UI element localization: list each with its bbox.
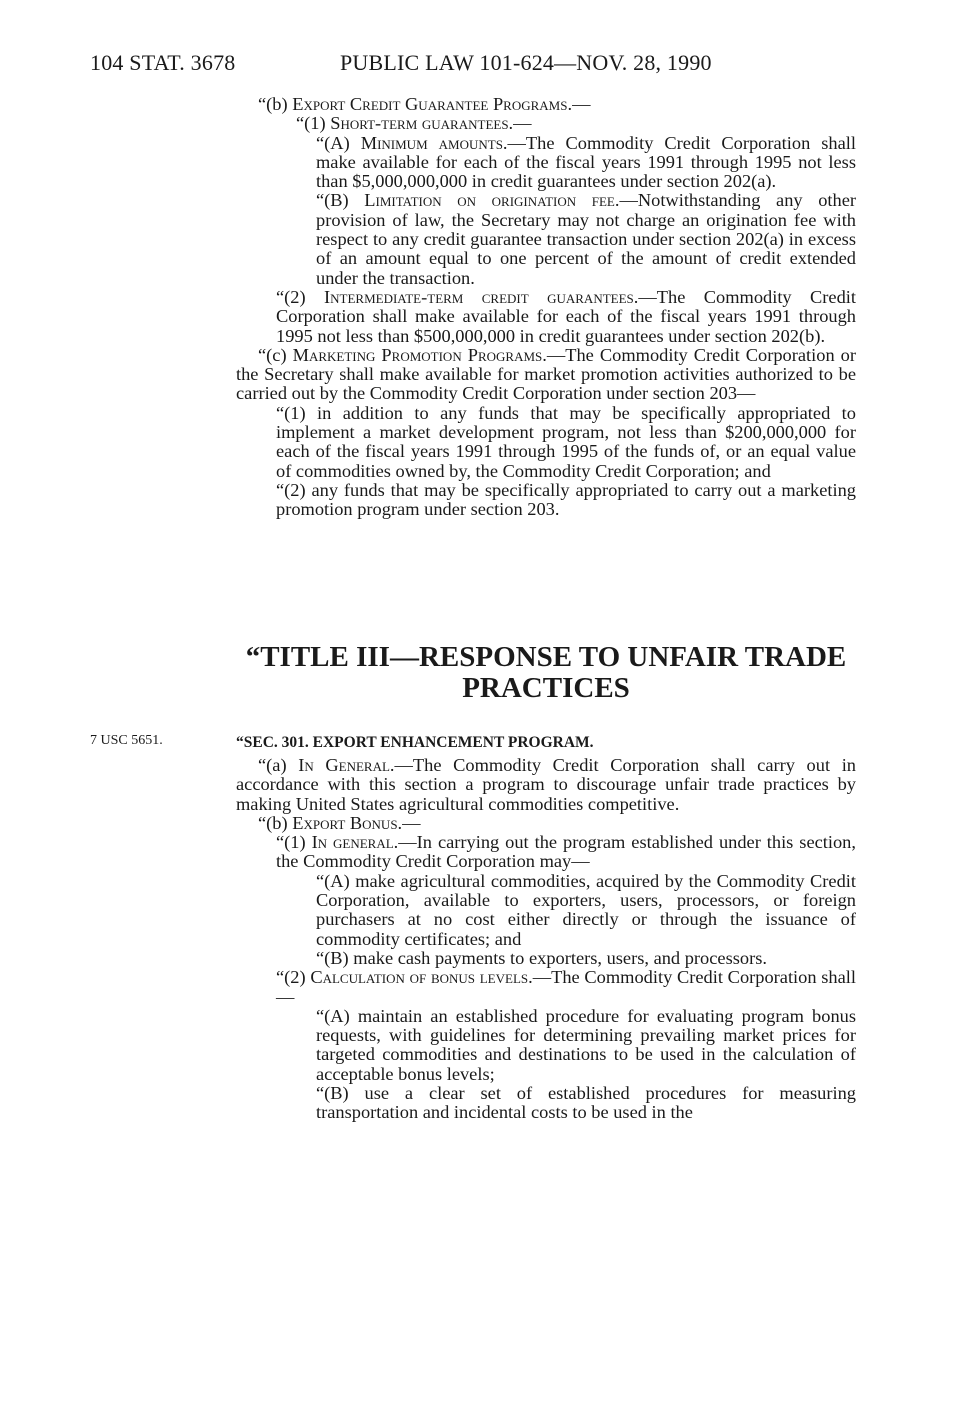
paragraph-text: make agricultural commodities, acquired by the Commodity Credit Corporation, available to exporters, users, processors, or foreign purchasers at no cost either directly or through the issuance of commodity certificates; and <box>316 870 857 949</box>
paragraph-text: in addition to any funds that may be specifically appropriated to implement a market development program, not less than $200,000,000 for each of the fiscal years 1991 through 1995 of the funds of, or an equal value of commodities owned by, the Commodity Credit Corporation; and <box>276 402 856 481</box>
paragraph-text: —The Commodity Credit Corporation shall— <box>276 967 856 1007</box>
paragraph <box>236 872 856 949</box>
section-202-text <box>236 95 856 520</box>
margin-note: 7 USC 5651. <box>90 733 163 748</box>
paragraph-heading: Short-term guarantees. <box>330 113 514 134</box>
title-heading <box>236 642 856 704</box>
running-header: PUBLIC LAW 101-624—NOV. 28, 1990 <box>340 50 712 75</box>
paragraph-text: —The Commodity Credit Corporation shall carry out in accordance with this section a program to discourage unfair trade practices by making United States agricultural commodities competitive. <box>236 755 857 814</box>
paragraph <box>236 814 856 833</box>
paragraph-heading: Minimum amounts. <box>360 132 508 153</box>
paragraph <box>236 346 856 404</box>
paragraph-designation: “(B) <box>316 1083 365 1104</box>
paragraph-heading: In General. <box>298 755 395 775</box>
paragraph-text: —The Commodity Credit Corporation or the Secretary shall make available for market promotion activities authorized to be carried out by the Commodity Credit Corporation under section 203— <box>236 344 856 404</box>
paragraph-designation: “(b) <box>258 94 293 114</box>
paragraph <box>236 95 856 114</box>
paragraph-text: — <box>513 113 532 134</box>
paragraph <box>236 756 856 814</box>
section-301-text <box>236 756 856 1123</box>
paragraph-text: —The Commodity Credit Corporation shall make available for each of the fiscal years 1991 through 1995 not less than $5,000,000,000 in credit guarantees under section 202(a). <box>316 132 857 192</box>
paragraph-designation: “(A) <box>316 132 361 153</box>
paragraph <box>236 968 856 1007</box>
paragraph-heading: Export Bonus. <box>292 812 403 833</box>
paragraph-designation: “(2) <box>276 286 325 307</box>
paragraph-heading: Calculation of bonus levels. <box>310 967 533 988</box>
paragraph <box>236 404 856 481</box>
title-line-2: PRACTICES <box>462 672 630 704</box>
paragraph-text: maintain an established procedure for evaluating program bonus requests, with guidelines for determining prevailing market prices for targeted commodities and destinations to be used in the calculation of acceptable bonus levels; <box>316 1005 856 1084</box>
paragraph-designation: “(a) <box>258 755 299 775</box>
paragraph <box>236 949 856 968</box>
paragraph-text: —The Commodity Credit Corporation shall make available for each of the fiscal years 1991 through 1995 not less than $500,000,000 in credit guarantees under section 202(b). <box>276 286 856 346</box>
title-line-1: “TITLE III—RESPONSE TO UNFAIR TRADE <box>245 641 847 673</box>
section-heading: “SEC. 301. EXPORT ENHANCEMENT PROGRAM. <box>236 734 594 751</box>
paragraph <box>236 134 856 192</box>
paragraph-text: —Notwithstanding any other provision of law, the Secretary may not charge an origination fee with respect to any credit guarantee transaction under section 202(a) in excess of an amount equal to one percent of the amount of credit extended under the transaction. <box>316 190 857 288</box>
paragraph-designation: “(B) <box>316 190 365 211</box>
section-301-heading-block <box>236 733 856 752</box>
paragraph-text: — <box>402 812 421 833</box>
paragraph-designation: “(A) <box>316 1005 358 1026</box>
paragraph <box>236 191 856 287</box>
paragraph-text: make cash payments to exporters, users, and processors. <box>353 947 767 968</box>
paragraph-text: — <box>572 94 591 114</box>
paragraph-heading: Intermediate-term credit guarantees. <box>324 286 639 307</box>
paragraph-designation: “(1) <box>276 832 312 853</box>
paragraph <box>236 114 856 133</box>
paragraph-heading: Export Credit Guarantee Programs. <box>292 94 573 114</box>
paragraph-designation: “(c) <box>258 344 293 365</box>
paragraph-designation: “(1) <box>296 113 331 134</box>
paragraph-designation: “(B) <box>316 947 354 968</box>
paragraph <box>236 1007 856 1084</box>
paragraph <box>236 288 856 346</box>
paragraph-designation: “(2) <box>276 479 312 500</box>
paragraph <box>236 833 856 872</box>
paragraph-designation: “(b) <box>258 812 293 833</box>
paragraph-designation: “(2) <box>276 967 311 988</box>
paragraph-text: use a clear set of established procedures for measuring transportation and incidental costs to be used in the <box>316 1083 857 1123</box>
paragraph <box>236 1084 856 1123</box>
paragraph <box>236 481 856 520</box>
paragraph-heading: Marketing Promotion Programs. <box>292 344 547 365</box>
paragraph-designation: “(1) <box>276 402 318 423</box>
paragraph-heading: In general. <box>311 832 399 853</box>
paragraph-text: any funds that may be specifically appropriated to carry out a marketing promotion program under section 203. <box>276 479 856 520</box>
paragraph-text: —In carrying out the program established under this section, the Commodity Credit Corporation may— <box>276 832 856 872</box>
paragraph-heading: Limitation on origination fee. <box>364 190 620 211</box>
paragraph-designation: “(A) <box>316 870 356 891</box>
page-number: 104 STAT. 3678 <box>90 50 236 75</box>
